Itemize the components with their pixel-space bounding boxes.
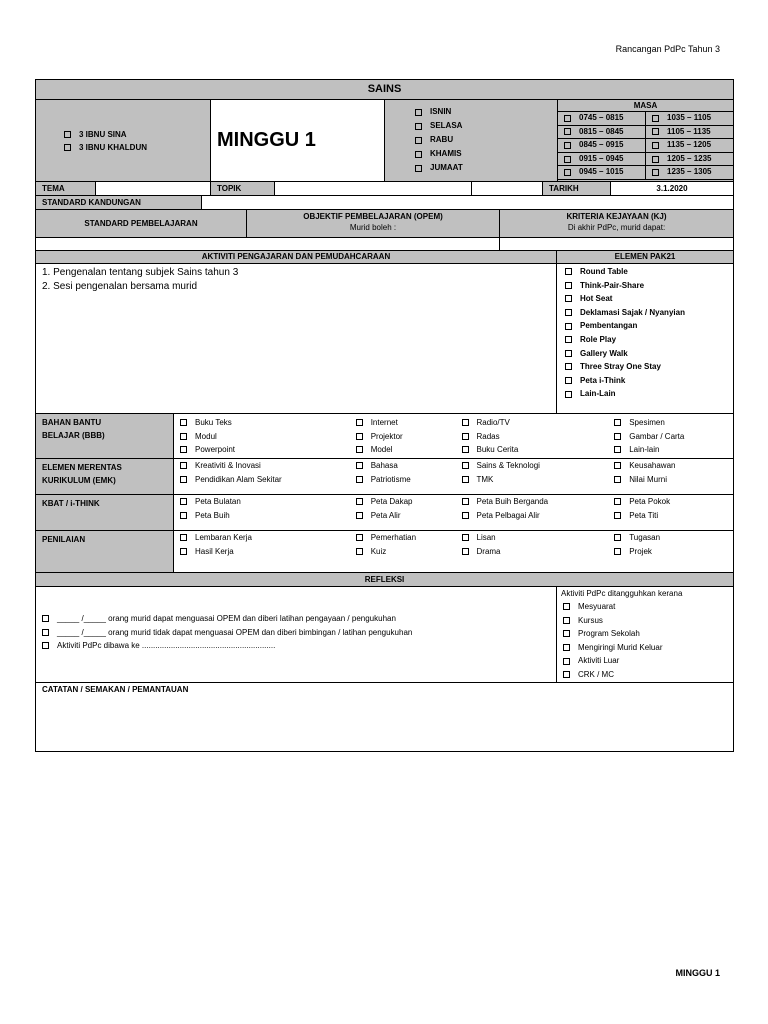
penilaian-option-label: Hasil Kerja [195, 546, 234, 556]
tema-field[interactable] [95, 182, 210, 195]
emk-option[interactable] [462, 459, 609, 473]
penilaian-option-label: Lisan [476, 533, 496, 542]
bbb-option-label: Powerpoint [195, 445, 236, 454]
masa-label: MASA [558, 100, 733, 112]
checkbox-icon[interactable] [42, 629, 49, 636]
penilaian-option[interactable] [180, 531, 350, 545]
bbb-option-label: Projektor [370, 431, 403, 441]
emk-option[interactable] [356, 473, 456, 487]
bbb-option[interactable] [462, 430, 609, 444]
checkbox-icon[interactable] [356, 534, 363, 541]
week-title: MINGGU 1 [217, 129, 316, 151]
kbat-option[interactable] [356, 495, 456, 509]
checkbox-icon[interactable] [462, 462, 469, 469]
day-option-label: RABU [430, 135, 454, 144]
bbb-option[interactable] [356, 443, 456, 457]
pak21-option-label: Lain-Lain [580, 389, 616, 399]
emk-option-label: TMK [476, 474, 494, 484]
kbat-column [608, 495, 733, 530]
topik-field[interactable] [274, 182, 471, 195]
kbat-option-label: Peta Pokok [629, 497, 671, 506]
standard-pembelajaran-label: STANDARD PEMBELAJARAN [36, 210, 246, 237]
checkbox-icon[interactable] [614, 534, 621, 541]
checkbox-icon[interactable] [563, 644, 570, 651]
bbb-option-label: Internet [370, 418, 398, 427]
pak21-title: ELEMEN PAK21 [556, 251, 733, 263]
pak21-option-label: Pembentangan [580, 321, 638, 331]
checkbox-icon[interactable] [462, 476, 469, 483]
pak21-option[interactable] [565, 265, 733, 279]
kbat-column [174, 495, 350, 530]
penilaian-label: PENILAIAN [36, 531, 173, 572]
masa-slot[interactable] [646, 153, 733, 167]
checkbox-icon[interactable] [563, 603, 570, 610]
checkbox-icon[interactable] [564, 128, 571, 135]
masa-slot[interactable] [558, 153, 645, 167]
class-option-label: 3 IBNU SINA [79, 129, 127, 139]
masa-slot-label: 0915 – 0945 [579, 153, 624, 163]
checkbox-icon[interactable] [614, 498, 621, 505]
kbat-option-label: Peta Buih Berganda [476, 497, 549, 506]
masa-slot-label: 1205 – 1235 [667, 153, 712, 163]
kj-header [499, 210, 733, 237]
bbb-option[interactable] [614, 443, 733, 457]
emk-option-label: Bahasa [370, 461, 398, 470]
kbat-option-label: Peta Pelbagai Alir [476, 510, 540, 520]
day-option[interactable] [415, 105, 557, 119]
tangguh-option[interactable] [563, 668, 733, 682]
kbat-option[interactable] [356, 509, 456, 523]
masa-slot-label: 1135 – 1205 [667, 140, 712, 150]
checkbox-icon[interactable] [415, 165, 422, 172]
checkbox-icon[interactable] [356, 498, 363, 505]
kj-title: KRITERIA KEJAYAAN (KJ) [566, 212, 667, 221]
emk-option[interactable] [356, 459, 456, 473]
checkbox-icon[interactable] [356, 548, 363, 555]
checkbox-icon[interactable] [356, 462, 363, 469]
pak21-option-label: Think-Pair-Share [580, 280, 645, 290]
checkbox-icon[interactable] [180, 446, 187, 453]
masa-slot[interactable] [558, 112, 645, 126]
kbat-option-label: Peta Buih [195, 510, 230, 520]
bbb-row [36, 413, 733, 458]
emk-option[interactable] [614, 473, 733, 487]
day-option[interactable] [415, 161, 557, 175]
checkbox-icon[interactable] [462, 512, 469, 519]
pak21-option[interactable] [565, 347, 733, 361]
masa-slot-label: 1105 – 1135 [667, 126, 711, 136]
masa-slot-label: 0815 – 0845 [579, 126, 624, 136]
checkbox-icon[interactable] [356, 419, 363, 426]
emk-option-label: Patriotisme [370, 474, 411, 484]
pak21-option-label: Peta i-Think [580, 375, 626, 385]
checkbox-icon[interactable] [565, 282, 572, 289]
tangguh-option-label: Kursus [578, 615, 603, 625]
bbb-column [456, 416, 609, 458]
checkbox-icon[interactable] [415, 137, 422, 144]
pak21-list [556, 264, 733, 413]
checkbox-icon[interactable] [356, 512, 363, 519]
penilaian-option-label: Projek [629, 546, 652, 556]
bbb-option[interactable] [180, 416, 350, 430]
checkbox-icon[interactable] [563, 630, 570, 637]
opem-header [246, 210, 499, 237]
emk-column [608, 459, 733, 494]
bbb-label: BAHAN BANTU BELAJAR (BBB) [36, 414, 173, 458]
emk-option[interactable] [614, 459, 733, 473]
checkbox-icon[interactable] [614, 462, 621, 469]
checkbox-icon[interactable] [64, 131, 71, 138]
pak21-option-label: Three Stray One Stay [580, 362, 661, 372]
checkbox-icon[interactable] [565, 363, 572, 370]
kbat-column [456, 495, 609, 530]
checkbox-icon[interactable] [565, 336, 572, 343]
bbb-option[interactable] [356, 416, 456, 430]
opem-title: OBJEKTIF PEMBELAJARAN (OPEM) [303, 212, 443, 221]
tangguh-option-label: CRK / MC [578, 669, 614, 679]
aktiviti-body[interactable] [36, 264, 556, 413]
masa-panel [557, 100, 733, 181]
emk-option-label: Sains & Teknologi [476, 461, 540, 470]
pak21-option-label: Role Play [580, 334, 617, 344]
bbb-option-label: Buku Teks [195, 418, 232, 427]
pak21-option[interactable] [565, 374, 733, 388]
kbat-option[interactable] [180, 495, 350, 509]
penilaian-column [174, 531, 350, 572]
checkbox-icon[interactable] [614, 446, 621, 453]
day-option-label: SELASA [430, 121, 463, 130]
checkbox-icon[interactable] [564, 142, 571, 149]
pak21-option[interactable] [565, 306, 733, 320]
aktiviti-item: 1. Pengenalan tentang subjek Sains tahun 3 [42, 267, 239, 278]
masa-slot[interactable] [558, 166, 645, 180]
checkbox-icon[interactable] [180, 419, 187, 426]
tangguh-title: Aktiviti PdPc ditangguhkan kerana [561, 589, 683, 598]
bbb-option[interactable] [614, 430, 733, 444]
tangguh-option[interactable] [563, 627, 733, 641]
bbb-option[interactable] [180, 443, 350, 457]
lesson-plan-form [35, 79, 734, 752]
standard-kandungan-label: STANDARD KANDUNGAN [36, 196, 201, 209]
day-options [384, 100, 557, 181]
checkbox-icon[interactable] [42, 642, 49, 649]
penilaian-option[interactable] [356, 531, 456, 545]
checkbox-icon[interactable] [652, 142, 659, 149]
checkbox-icon[interactable] [356, 433, 363, 440]
pak21-option-label: Deklamasi Sajak / Nyanyian [580, 307, 685, 317]
checkbox-icon[interactable] [614, 433, 621, 440]
tangguh-option-label: Mengiringi Murid Keluar [578, 642, 663, 652]
checkbox-icon[interactable] [565, 309, 572, 316]
emk-option-label: Nilai Murni [629, 474, 668, 484]
penilaian-option[interactable] [356, 545, 456, 559]
penilaian-column [608, 531, 733, 572]
refleksi-body [36, 587, 556, 682]
catatan-label: CATATAN / SEMAKAN / PEMANTAUAN [42, 685, 189, 694]
kbat-column [350, 495, 456, 530]
checkbox-icon[interactable] [180, 433, 187, 440]
checkbox-icon[interactable] [565, 268, 572, 275]
bbb-option[interactable] [356, 430, 456, 444]
tangguh-option[interactable] [563, 600, 733, 614]
penilaian-option[interactable] [462, 531, 609, 545]
penilaian-option[interactable] [614, 531, 733, 545]
emk-label: ELEMEN MERENTAS KURIKULUM (EMK) [36, 459, 173, 494]
bbb-column [174, 416, 350, 458]
bbb-option-label: Model [370, 445, 393, 454]
pak21-option-label: Hot Seat [580, 294, 613, 304]
penilaian-option[interactable] [180, 545, 350, 559]
document-header: Rancangan PdPc Tahun 3 [615, 44, 720, 54]
checkbox-icon[interactable] [565, 323, 572, 330]
checkbox-icon[interactable] [415, 123, 422, 130]
day-option-label: ISNIN [430, 107, 452, 116]
refleksi-option[interactable] [42, 639, 556, 653]
checkbox-icon[interactable] [180, 548, 187, 555]
bbb-option[interactable] [462, 443, 609, 457]
refleksi-option[interactable] [42, 626, 556, 640]
refleksi-option[interactable] [42, 612, 556, 626]
pak21-option-label: Round Table [580, 267, 628, 276]
checkbox-icon[interactable] [462, 419, 469, 426]
pak21-option[interactable] [565, 292, 733, 306]
masa-slot-label: 0945 – 1015 [579, 167, 624, 177]
checkbox-icon[interactable] [565, 391, 572, 398]
tarikh-label: TARIKH [542, 182, 610, 195]
emk-column [456, 459, 609, 494]
kbat-label: KBAT / i-THINK [36, 495, 173, 530]
checkbox-icon[interactable] [614, 476, 621, 483]
emk-option[interactable] [180, 473, 350, 487]
kbat-option-label: Peta Bulatan [195, 497, 241, 506]
class-option[interactable] [64, 141, 147, 154]
masa-slot-label: 1035 – 1105 [667, 113, 712, 122]
pak21-option[interactable] [565, 319, 733, 333]
refleksi-title: REFLEKSI [36, 573, 733, 586]
bbb-option-label: Gambar / Carta [629, 431, 685, 441]
kbat-option[interactable] [180, 509, 350, 523]
masa-slot[interactable] [558, 139, 645, 153]
checkbox-icon[interactable] [356, 476, 363, 483]
checkbox-icon[interactable] [614, 512, 621, 519]
aktiviti-title: AKTIVITI PENGAJARAN DAN PEMUDAHCARAAN [36, 251, 556, 263]
emk-option[interactable] [180, 459, 350, 473]
pak21-option-label: Gallery Walk [580, 348, 628, 358]
checkbox-icon[interactable] [180, 512, 187, 519]
refleksi-option-label: _____ /_____ orang murid dapat menguasai OPEM dan diberi latihan pengayaan / pengukuhan [57, 614, 396, 623]
bbb-column [608, 416, 733, 458]
checkbox-icon[interactable] [180, 498, 187, 505]
pak21-option[interactable] [565, 360, 733, 374]
penilaian-row [36, 530, 733, 572]
checkbox-icon[interactable] [462, 534, 469, 541]
checkbox-icon[interactable] [462, 446, 469, 453]
emk-option[interactable] [462, 473, 609, 487]
pak21-option[interactable] [565, 333, 733, 347]
kbat-option[interactable] [462, 495, 609, 509]
checkbox-icon[interactable] [652, 115, 659, 122]
day-option[interactable] [415, 119, 557, 133]
checkbox-icon[interactable] [415, 109, 422, 116]
aktiviti-item: 2. Sesi pengenalan bersama murid [42, 281, 198, 292]
masa-slot-label: 1235 – 1305 [667, 167, 712, 177]
checkbox-icon[interactable] [565, 350, 572, 357]
tangguh-option-label: Aktiviti Luar [578, 656, 620, 666]
bbb-option-label: Radio/TV [476, 418, 510, 427]
checkbox-icon[interactable] [564, 169, 571, 176]
checkbox-icon[interactable] [652, 128, 659, 135]
emk-option-label: Pendidikan Alam Sekitar [195, 474, 282, 484]
tangguh-option[interactable] [563, 641, 733, 655]
kbat-row [36, 494, 733, 530]
checkbox-icon[interactable] [462, 433, 469, 440]
masa-slot-label: 0745 – 0815 [579, 113, 624, 122]
tema-label: TEMA [36, 182, 95, 195]
masa-slot[interactable] [558, 126, 645, 140]
checkbox-icon[interactable] [563, 671, 570, 678]
tangguh-option-label: Program Sekolah [578, 629, 640, 639]
tarikh-value[interactable]: 3.1.2020 [610, 182, 733, 195]
tangguh-panel [556, 587, 733, 682]
penilaian-column [456, 531, 609, 572]
masa-slot[interactable] [646, 126, 733, 140]
penilaian-option-label: Drama [476, 546, 501, 556]
checkbox-icon[interactable] [563, 658, 570, 665]
emk-row [36, 458, 733, 494]
penilaian-option-label: Tugasan [629, 533, 661, 542]
bbb-option-label: Buku Cerita [476, 445, 519, 454]
class-option-label: 3 IBNU KHALDUN [79, 142, 147, 152]
penilaian-option-label: Lembaran Kerja [195, 533, 252, 542]
bbb-option-label: Radas [476, 431, 500, 441]
bbb-option-label: Lain-lain [629, 445, 660, 454]
checkbox-icon[interactable] [42, 615, 49, 622]
bbb-option[interactable] [180, 430, 350, 444]
checkbox-icon[interactable] [614, 419, 621, 426]
masa-slot[interactable] [646, 112, 733, 126]
kbat-option[interactable] [462, 509, 609, 523]
checkbox-icon[interactable] [356, 446, 363, 453]
penilaian-option[interactable] [614, 545, 733, 559]
bbb-option[interactable] [462, 416, 609, 430]
day-option-label: JUMAAT [430, 163, 463, 172]
checkbox-icon[interactable] [180, 476, 187, 483]
kj-field[interactable] [499, 238, 733, 250]
masa-slot[interactable] [646, 139, 733, 153]
checkbox-icon[interactable] [564, 156, 571, 163]
checkbox-icon[interactable] [415, 151, 422, 158]
subject-title: SAINS [36, 80, 733, 99]
checkbox-icon[interactable] [614, 548, 621, 555]
tangguh-option-label: Mesyuarat [578, 602, 616, 611]
checkbox-icon[interactable] [64, 144, 71, 151]
bbb-column [350, 416, 456, 458]
pak21-option[interactable] [565, 279, 733, 293]
day-option-label: KHAMIS [430, 149, 462, 158]
standard-kandungan-field[interactable] [201, 196, 733, 209]
opem-field[interactable] [36, 238, 499, 250]
kj-sub: Di akhir PdPc, murid dapat: [567, 223, 666, 232]
pak21-option[interactable] [565, 387, 733, 401]
checkbox-icon[interactable] [564, 115, 571, 122]
kbat-option-label: Peta Titi [629, 510, 659, 520]
emk-column [174, 459, 350, 494]
checkbox-icon[interactable] [565, 295, 572, 302]
refleksi-option-label: Aktiviti PdPc dibawa ke ............................................................ [57, 641, 276, 650]
emk-option-label: Keusahawan [629, 461, 676, 470]
penilaian-option-label: Kuiz [370, 546, 387, 556]
topik-label: TOPIK [210, 182, 274, 195]
penilaian-column [350, 531, 456, 572]
class-options [36, 100, 210, 181]
day-option[interactable] [415, 133, 557, 147]
emk-column [350, 459, 456, 494]
checkbox-icon[interactable] [652, 156, 659, 163]
checkbox-icon[interactable] [180, 462, 187, 469]
checkbox-icon[interactable] [462, 548, 469, 555]
masa-slot-label: 0845 – 0915 [579, 140, 624, 150]
class-option[interactable] [64, 128, 147, 141]
emk-option-label: Kreativiti & Inovasi [195, 461, 261, 470]
kbat-option-label: Peta Alir [370, 510, 401, 520]
kbat-option[interactable] [614, 495, 733, 509]
penilaian-option[interactable] [462, 545, 609, 559]
bbb-option-label: Modul [195, 431, 217, 441]
kbat-option-label: Peta Dakap [370, 497, 413, 506]
checkbox-icon[interactable] [652, 169, 659, 176]
penilaian-option-label: Pemerhatian [370, 533, 417, 542]
bbb-option-label: Spesimen [629, 418, 665, 427]
day-option[interactable] [415, 147, 557, 161]
bbb-option[interactable] [614, 416, 733, 430]
refleksi-option-label: _____ /_____ orang murid tidak dapat menguasai OPEM dan diberi bimbingan / latihan pengukuhan [57, 627, 413, 637]
tangguh-option[interactable] [563, 654, 733, 668]
kbat-option[interactable] [614, 509, 733, 523]
checkbox-icon[interactable] [180, 534, 187, 541]
document-footer: MINGGU 1 [675, 968, 720, 978]
checkbox-icon[interactable] [462, 498, 469, 505]
masa-slot[interactable] [646, 166, 733, 180]
opem-sub: Murid boleh : [349, 223, 397, 232]
tangguh-option[interactable] [563, 614, 733, 628]
checkbox-icon[interactable] [563, 617, 570, 624]
checkbox-icon[interactable] [565, 377, 572, 384]
